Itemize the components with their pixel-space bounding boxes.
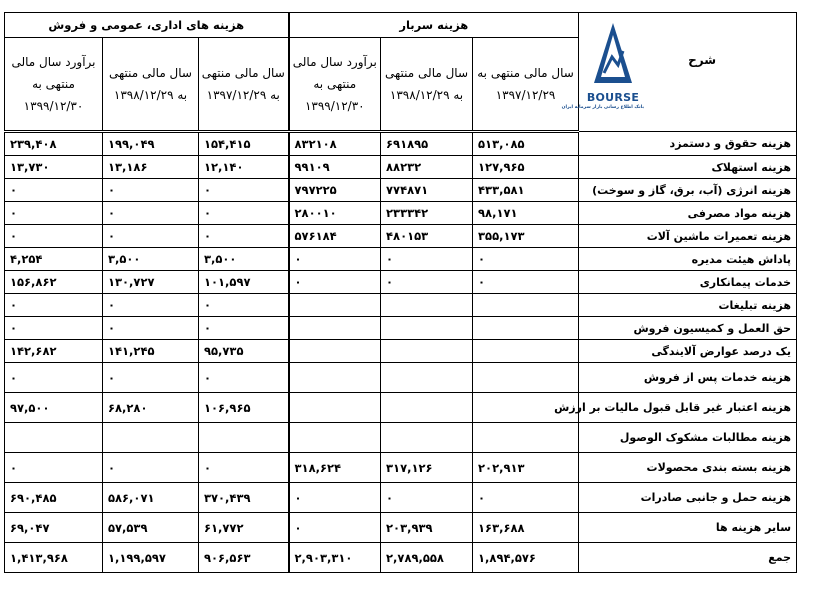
- group-overhead-header: هزینه سربار: [289, 13, 579, 38]
- table-row: [5, 363, 797, 393]
- total-label: جمع: [579, 543, 797, 573]
- cell-overhead-1399: [289, 340, 381, 363]
- cell-admin-1399: ۶۹۰,۴۸۵: [5, 483, 103, 513]
- cell-overhead-1397: [473, 363, 579, 393]
- cell-overhead-1397: ۹۸,۱۷۱: [473, 202, 579, 225]
- row-label: هزینه مطالبات مشکوک الوصول: [579, 423, 797, 453]
- cell-admin-1399: ۱۴۲,۶۸۲: [5, 340, 103, 363]
- cell-admin-1399: ۴,۲۵۴: [5, 248, 103, 271]
- cell-overhead-1399: ۵۷۶۱۸۴: [289, 225, 381, 248]
- cost-table: [4, 12, 797, 573]
- description-header: [561, 13, 797, 132]
- cell-admin-1398: [103, 423, 199, 453]
- cell-admin-1397: ۱۰۶,۹۶۵: [199, 393, 289, 423]
- cell-admin-1397: ۰: [199, 294, 289, 317]
- cell-admin-1397: ۱۰۱,۵۹۷: [199, 271, 289, 294]
- cell-admin-1399: ۱۵۶,۸۶۲: [5, 271, 103, 294]
- row-label: هزینه مواد مصرفی: [579, 202, 797, 225]
- table-row: [5, 340, 797, 363]
- cell-overhead-1398: ۰: [381, 248, 473, 271]
- cell-admin-1397: ۰: [199, 317, 289, 340]
- table-row: [5, 225, 797, 248]
- cell-overhead-1397: ۰: [473, 271, 579, 294]
- logo-subtext: بانک اطلاع رسانی بازار سرمایه ایران: [561, 105, 645, 110]
- table-row: [5, 317, 797, 340]
- cell-overhead-1397: [473, 340, 579, 363]
- cell-overhead-1399: [289, 363, 381, 393]
- cell-overhead-1399: [289, 294, 381, 317]
- row-label: هزینه انرژی (آب، برق، گاز و سوخت): [579, 179, 797, 202]
- cell-overhead-1399: ۳۱۸,۶۲۴: [289, 453, 381, 483]
- col-admin-1398: سال مالی منتهی به ۱۳۹۸/۱۲/۲۹: [103, 38, 199, 132]
- cell-admin-1397: ۰: [199, 453, 289, 483]
- cell-admin-1398: ۰: [103, 179, 199, 202]
- cell-admin-1398: ۵۸۶,۰۷۱: [103, 483, 199, 513]
- table-row: [5, 423, 797, 453]
- cell-overhead-1397: ۰: [473, 483, 579, 513]
- cell-admin-1397: ۶۱,۷۷۲: [199, 513, 289, 543]
- cell-overhead-1399: [289, 317, 381, 340]
- row-label: پاداش هیئت مدیره: [579, 248, 797, 271]
- total-admin-1398: ۱,۱۹۹,۵۹۷: [103, 543, 199, 573]
- cell-admin-1398: ۰: [103, 317, 199, 340]
- cell-overhead-1397: [473, 294, 579, 317]
- cell-admin-1397: ۰: [199, 225, 289, 248]
- cell-admin-1399: ۶۹,۰۴۷: [5, 513, 103, 543]
- col-admin-1397: سال مالی منتهی به ۱۳۹۷/۱۲/۲۹: [199, 38, 289, 132]
- table-row: [5, 156, 797, 179]
- cell-overhead-1398: [381, 363, 473, 393]
- cell-overhead-1398: ۶۹۱۸۹۵: [381, 132, 473, 156]
- cell-admin-1397: ۳,۵۰۰: [199, 248, 289, 271]
- cell-admin-1398: ۰: [103, 294, 199, 317]
- table-row: [5, 202, 797, 225]
- cell-overhead-1399: ۸۳۲۱۰۸: [289, 132, 381, 156]
- cell-admin-1399: ۰: [5, 179, 103, 202]
- cell-admin-1397: ۰: [199, 179, 289, 202]
- cell-overhead-1398: ۳۱۷,۱۲۶: [381, 453, 473, 483]
- row-label: هزینه اعتبار غیر قابل قبول مالیات بر ارزش: [579, 393, 797, 423]
- cell-overhead-1397: ۱۲۷,۹۶۵: [473, 156, 579, 179]
- cell-admin-1397: ۱۲,۱۴۰: [199, 156, 289, 179]
- cell-admin-1399: ۲۳۹,۴۰۸: [5, 132, 103, 156]
- cell-overhead-1398: [381, 423, 473, 453]
- row-label: هزینه استهلاک: [579, 156, 797, 179]
- cell-overhead-1399: ۰: [289, 483, 381, 513]
- cell-overhead-1397: ۰: [473, 248, 579, 271]
- cell-overhead-1399: ۰: [289, 248, 381, 271]
- row-label: هزینه حمل و جانبی صادرات: [579, 483, 797, 513]
- cell-overhead-1398: ۴۸۰۱۵۳: [381, 225, 473, 248]
- table-row: [5, 483, 797, 513]
- cell-admin-1399: ۰: [5, 202, 103, 225]
- table-row: [5, 271, 797, 294]
- cell-overhead-1398: [381, 393, 473, 423]
- cell-overhead-1399: ۲۸۰۰۱۰: [289, 202, 381, 225]
- cell-overhead-1398: ۰: [381, 483, 473, 513]
- row-label: یک درصد عوارض آلایندگی: [579, 340, 797, 363]
- cell-overhead-1399: ۰: [289, 271, 381, 294]
- row-label: هزینه تعمیرات ماشین آلات: [579, 225, 797, 248]
- cell-admin-1398: ۱۹۹,۰۴۹: [103, 132, 199, 156]
- cell-overhead-1398: [381, 340, 473, 363]
- cell-overhead-1398: ۷۷۴۸۷۱: [381, 179, 473, 202]
- row-label: هزینه تبلیغات: [579, 294, 797, 317]
- row-label: هزینه حقوق و دستمزد: [579, 132, 797, 156]
- bourse-logo-mark-icon: [582, 21, 644, 91]
- table-row: [5, 248, 797, 271]
- total-admin-1399: ۱,۴۱۳,۹۶۸: [5, 543, 103, 573]
- cell-admin-1397: ۱۵۴,۴۱۵: [199, 132, 289, 156]
- total-admin-1397: ۹۰۶,۵۶۳: [199, 543, 289, 573]
- cell-admin-1398: ۳,۵۰۰: [103, 248, 199, 271]
- cell-overhead-1397: ۴۳۳,۵۸۱: [473, 179, 579, 202]
- cell-admin-1398: ۱۳,۱۸۶: [103, 156, 199, 179]
- cell-admin-1398: ۵۷,۵۳۹: [103, 513, 199, 543]
- cell-admin-1397: [199, 423, 289, 453]
- cell-admin-1399: ۰: [5, 294, 103, 317]
- cell-admin-1399: ۰: [5, 453, 103, 483]
- cell-overhead-1398: ۰: [381, 271, 473, 294]
- cell-admin-1398: ۰: [103, 363, 199, 393]
- cell-admin-1399: [5, 423, 103, 453]
- table-row: [5, 393, 797, 423]
- row-label: خدمات پیمانکاری: [579, 271, 797, 294]
- total-overhead-1398: ۲,۷۸۹,۵۵۸: [381, 543, 473, 573]
- cell-overhead-1399: ۰: [289, 513, 381, 543]
- total-overhead-1399: ۲,۹۰۳,۳۱۰: [289, 543, 381, 573]
- col-admin-1399: برآورد سال مالی منتهی به ۱۳۹۹/۱۲/۳۰: [5, 38, 103, 132]
- table-row: [5, 513, 797, 543]
- cell-overhead-1397: ۱۶۳,۶۸۸: [473, 513, 579, 543]
- table-row: [5, 132, 797, 156]
- cell-overhead-1399: [289, 423, 381, 453]
- table-row: [5, 179, 797, 202]
- cell-admin-1398: ۰: [103, 453, 199, 483]
- cell-overhead-1398: ۲۰۳,۹۳۹: [381, 513, 473, 543]
- description-label: شرح: [688, 53, 717, 67]
- cell-overhead-1397: ۵۱۳,۰۸۵: [473, 132, 579, 156]
- group-admin-header: هزینه های اداری، عمومی و فروش: [5, 13, 289, 38]
- bourse-logo: [561, 21, 645, 111]
- cell-admin-1399: ۰: [5, 225, 103, 248]
- cell-admin-1397: ۹۵,۷۳۵: [199, 340, 289, 363]
- cell-overhead-1398: ۲۳۳۳۴۲: [381, 202, 473, 225]
- col-overhead-1397: سال مالی منتهی به ۱۳۹۷/۱۲/۲۹: [473, 38, 579, 132]
- cell-admin-1398: ۰: [103, 225, 199, 248]
- cell-admin-1399: ۰: [5, 363, 103, 393]
- cell-admin-1397: ۳۷۰,۴۳۹: [199, 483, 289, 513]
- row-label: هزینه خدمات پس از فروش: [579, 363, 797, 393]
- table-row: [5, 294, 797, 317]
- cell-admin-1399: ۹۷,۵۰۰: [5, 393, 103, 423]
- logo-word: BOURSE: [586, 91, 640, 104]
- cell-overhead-1398: ۸۸۲۳۲: [381, 156, 473, 179]
- cell-admin-1397: ۰: [199, 202, 289, 225]
- total-overhead-1397: ۱,۸۹۴,۵۷۶: [473, 543, 579, 573]
- cell-overhead-1397: [473, 423, 579, 453]
- col-overhead-1398: سال مالی منتهی به ۱۳۹۸/۱۲/۲۹: [381, 38, 473, 132]
- row-label: هزینه بسته بندی محصولات: [579, 453, 797, 483]
- cost-table-sheet: [4, 12, 796, 573]
- cell-overhead-1398: [381, 294, 473, 317]
- group-header-row: [5, 13, 797, 38]
- total-row: [5, 543, 797, 573]
- cell-overhead-1399: ۷۹۷۲۲۵: [289, 179, 381, 202]
- cell-admin-1398: ۶۸,۲۸۰: [103, 393, 199, 423]
- cell-admin-1397: ۰: [199, 363, 289, 393]
- table-row: [5, 453, 797, 483]
- row-label: حق العمل و کمیسیون فروش: [579, 317, 797, 340]
- cell-admin-1399: ۰: [5, 317, 103, 340]
- cell-admin-1398: ۱۳۰,۷۲۷: [103, 271, 199, 294]
- col-overhead-1399: برآورد سال مالی منتهی به ۱۳۹۹/۱۲/۳۰: [289, 38, 381, 132]
- cell-admin-1398: ۰: [103, 202, 199, 225]
- cell-overhead-1398: [381, 317, 473, 340]
- cell-overhead-1397: [473, 317, 579, 340]
- cell-overhead-1399: [289, 393, 381, 423]
- cell-overhead-1397: ۲۰۲,۹۱۳: [473, 453, 579, 483]
- cell-admin-1399: ۱۳,۷۳۰: [5, 156, 103, 179]
- cell-overhead-1399: ۹۹۱۰۹: [289, 156, 381, 179]
- cell-admin-1398: ۱۴۱,۲۴۵: [103, 340, 199, 363]
- row-label: سایر هزینه ها: [579, 513, 797, 543]
- cell-overhead-1397: ۳۵۵,۱۷۳: [473, 225, 579, 248]
